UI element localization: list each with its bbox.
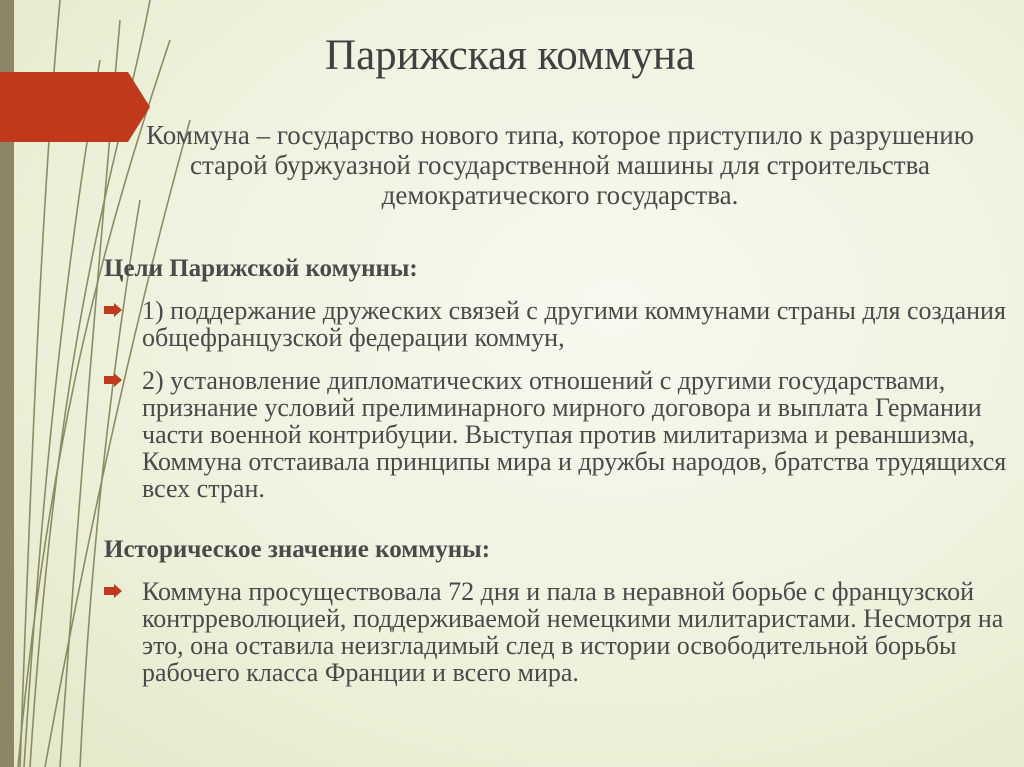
intro-paragraph: Коммуна – государство нового типа, которое приступило к разрушению старой буржуазной государственной машины для строительства демократического государства. (146, 120, 974, 210)
goals-heading: Цели Парижской комунны: (104, 255, 418, 282)
significance-heading: Историческое значение коммуны: (104, 536, 491, 563)
bullet-arrow-icon (104, 373, 122, 387)
slide-title: Парижская коммуна (325, 32, 695, 79)
goal-item-1 (104, 297, 1009, 351)
bullet-arrow-icon (104, 584, 122, 598)
significance-item-text: Коммуна просуществовала 72 дня и пала в неравной борьбе с французской контрреволюцией, поддерживаемой немецкими милитаристами. Несмотря на это, она оставила неизгладимый след в истории освободительной борьбы рабочего класса Франции и всего мира. (142, 577, 1004, 687)
bullet-arrow-icon (104, 303, 122, 317)
goal-item-text: 2) установление дипломатических отношений с другими государствами, признание условий прелиминарного мирного договора и выплата Германии части военной контрибуции. Выступая против милитаризма и реваншизма, Коммуна отстаивала принципы мира и дружбы народов, братства трудящихся всех стран. (142, 366, 1007, 503)
goal-item-text: 1) поддержание дружеских связей с другими коммунами страны для создания общефранцузской федерации коммун, (142, 296, 1006, 352)
goal-item-2 (104, 367, 1009, 502)
significance-item-1 (104, 578, 1009, 686)
